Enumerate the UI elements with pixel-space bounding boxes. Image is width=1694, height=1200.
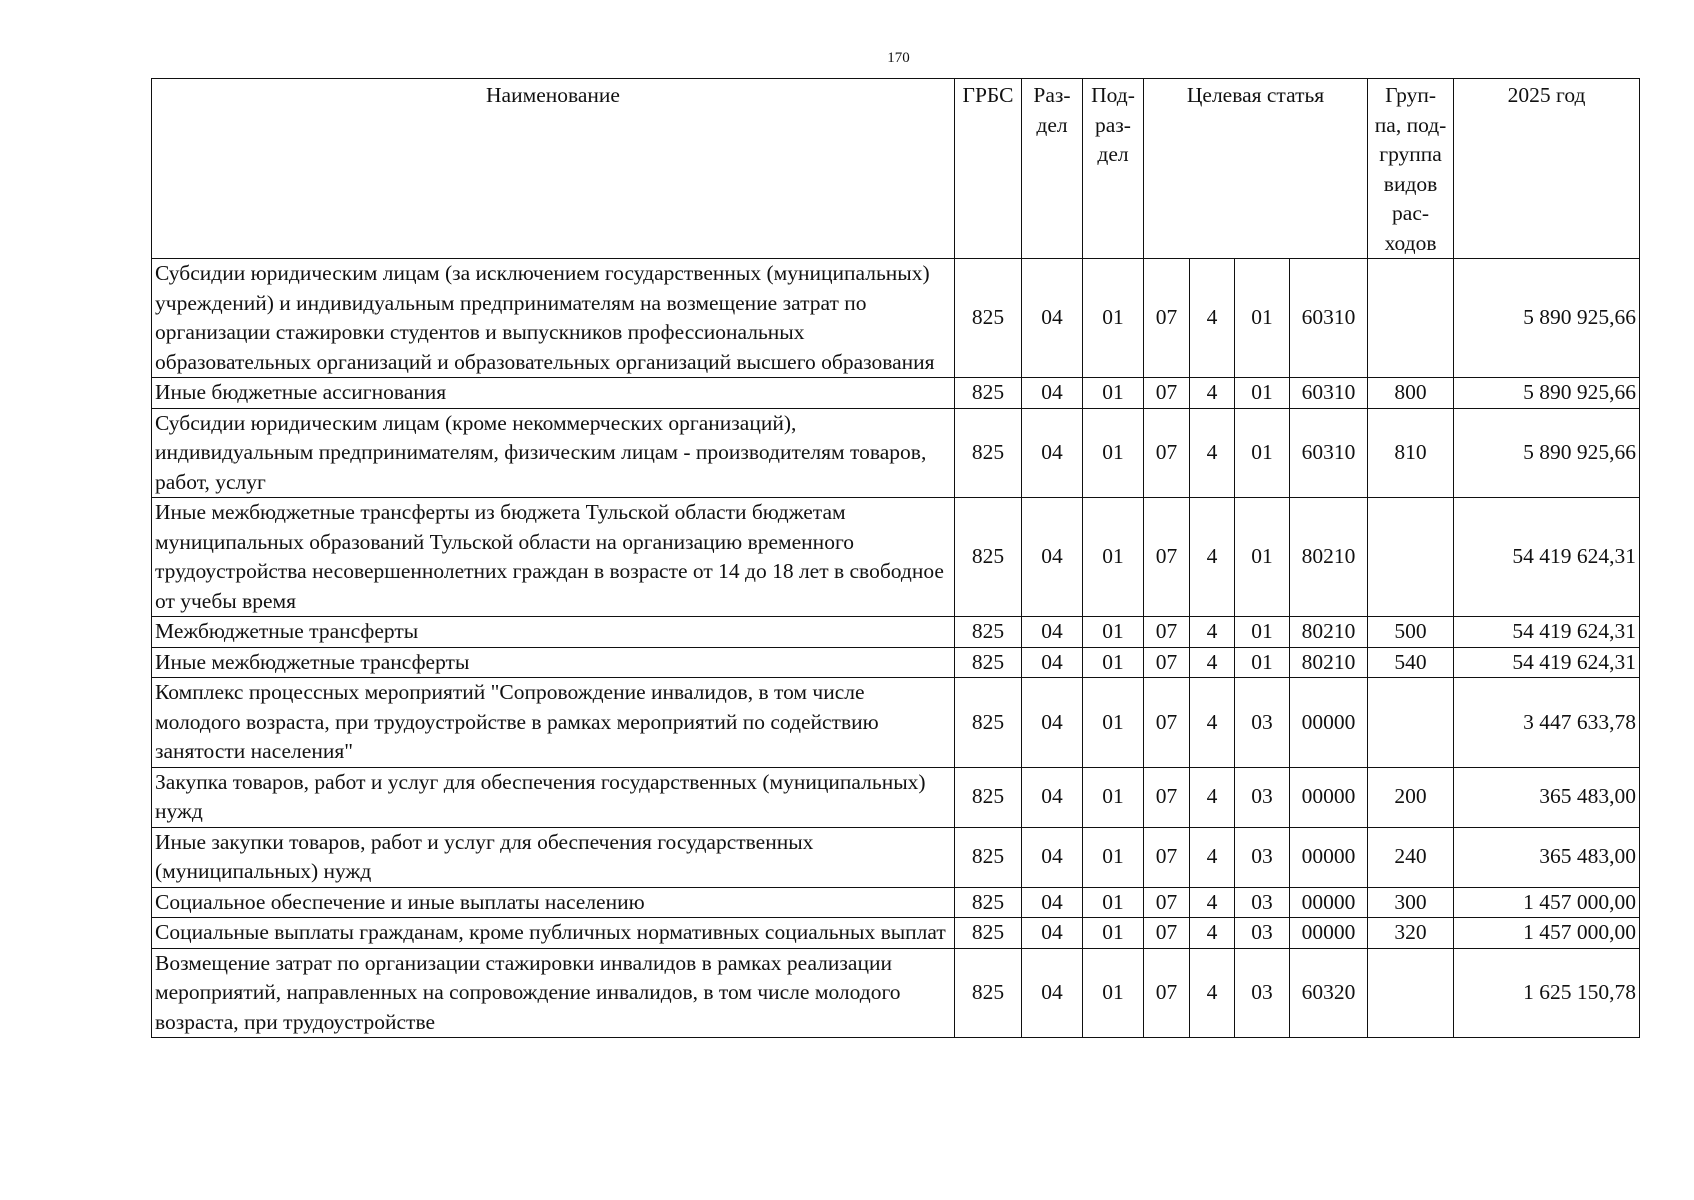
row-podrazdel: 01 xyxy=(1083,887,1144,918)
table-row xyxy=(152,767,1640,827)
row-target-direction: 80210 xyxy=(1290,617,1368,648)
row-grbs: 825 xyxy=(955,678,1022,768)
row-amount-2025: 5 890 925,66 xyxy=(1454,378,1640,409)
row-target-complex: 03 xyxy=(1235,887,1290,918)
row-expense-group: 810 xyxy=(1368,408,1454,498)
row-target-type: 4 xyxy=(1190,918,1235,949)
row-target-complex: 03 xyxy=(1235,948,1290,1038)
table-row xyxy=(152,259,1640,378)
header-target-article: Целевая статья xyxy=(1144,79,1368,259)
row-target-type: 4 xyxy=(1190,378,1235,409)
row-grbs: 825 xyxy=(955,827,1022,887)
row-target-type: 4 xyxy=(1190,948,1235,1038)
row-target-direction: 60310 xyxy=(1290,408,1368,498)
row-target-complex: 01 xyxy=(1235,408,1290,498)
row-name: Межбюджетные трансферты xyxy=(152,617,955,648)
table-header xyxy=(152,79,1640,259)
row-target-program: 07 xyxy=(1144,259,1190,378)
row-razdel: 04 xyxy=(1022,678,1083,768)
row-amount-2025: 1 457 000,00 xyxy=(1454,887,1640,918)
row-expense-group xyxy=(1368,498,1454,617)
row-target-program: 07 xyxy=(1144,767,1190,827)
row-expense-group: 240 xyxy=(1368,827,1454,887)
row-podrazdel: 01 xyxy=(1083,647,1144,678)
row-target-program: 07 xyxy=(1144,647,1190,678)
row-expense-group xyxy=(1368,948,1454,1038)
row-grbs: 825 xyxy=(955,259,1022,378)
header-year-2025: 2025 год xyxy=(1454,79,1640,259)
row-amount-2025: 54 419 624,31 xyxy=(1454,617,1640,648)
row-target-program: 07 xyxy=(1144,408,1190,498)
row-target-complex: 01 xyxy=(1235,498,1290,617)
row-target-complex: 01 xyxy=(1235,378,1290,409)
row-expense-group: 200 xyxy=(1368,767,1454,827)
row-amount-2025: 1 625 150,78 xyxy=(1454,948,1640,1038)
row-podrazdel: 01 xyxy=(1083,918,1144,949)
row-target-complex: 03 xyxy=(1235,918,1290,949)
row-target-type: 4 xyxy=(1190,408,1235,498)
row-amount-2025: 5 890 925,66 xyxy=(1454,408,1640,498)
table-row xyxy=(152,678,1640,768)
row-razdel: 04 xyxy=(1022,827,1083,887)
row-expense-group: 320 xyxy=(1368,918,1454,949)
row-amount-2025: 1 457 000,00 xyxy=(1454,918,1640,949)
row-expense-group xyxy=(1368,259,1454,378)
row-amount-2025: 365 483,00 xyxy=(1454,827,1640,887)
row-grbs: 825 xyxy=(955,647,1022,678)
row-target-program: 07 xyxy=(1144,887,1190,918)
table-row xyxy=(152,617,1640,648)
row-name: Иные бюджетные ассигнования xyxy=(152,378,955,409)
row-amount-2025: 5 890 925,66 xyxy=(1454,259,1640,378)
row-podrazdel: 01 xyxy=(1083,617,1144,648)
row-podrazdel: 01 xyxy=(1083,767,1144,827)
table-row xyxy=(152,378,1640,409)
row-name: Иные закупки товаров, работ и услуг для обеспечения государственных (муниципальных) нужд xyxy=(152,827,955,887)
row-target-direction: 80210 xyxy=(1290,498,1368,617)
budget-table xyxy=(151,78,1640,1038)
row-name: Иные межбюджетные трансферты из бюджета Тульской области бюджетам муниципальных образований Тульской области на организацию временного трудоустройства несовершеннолетних граждан в возрасте от 14 до 18 лет в свободное от учебы время xyxy=(152,498,955,617)
row-name: Комплекс процессных мероприятий "Сопровождение инвалидов, в том числе молодого возраста, при трудоустройстве в рамках мероприятий по содействию занятости населения" xyxy=(152,678,955,768)
page-number: 170 xyxy=(887,50,910,66)
table-row xyxy=(152,827,1640,887)
row-name: Субсидии юридическим лицам (кроме некоммерческих организаций), индивидуальным предпринимателям, физическим лицам - производителям товаров, работ, услуг xyxy=(152,408,955,498)
table-row xyxy=(152,408,1640,498)
table-row xyxy=(152,498,1640,617)
row-target-direction: 00000 xyxy=(1290,918,1368,949)
row-target-program: 07 xyxy=(1144,617,1190,648)
row-podrazdel: 01 xyxy=(1083,259,1144,378)
row-razdel: 04 xyxy=(1022,617,1083,648)
header-name: Наименование xyxy=(152,79,955,259)
row-podrazdel: 01 xyxy=(1083,678,1144,768)
row-name: Социальное обеспечение и иные выплаты населению xyxy=(152,887,955,918)
table-row xyxy=(152,647,1640,678)
row-target-type: 4 xyxy=(1190,827,1235,887)
row-grbs: 825 xyxy=(955,378,1022,409)
row-target-program: 07 xyxy=(1144,378,1190,409)
row-target-direction: 00000 xyxy=(1290,887,1368,918)
row-target-program: 07 xyxy=(1144,498,1190,617)
row-razdel: 04 xyxy=(1022,498,1083,617)
table-body xyxy=(152,259,1640,1038)
row-name: Иные межбюджетные трансферты xyxy=(152,647,955,678)
row-target-program: 07 xyxy=(1144,678,1190,768)
row-target-complex: 01 xyxy=(1235,617,1290,648)
row-target-type: 4 xyxy=(1190,259,1235,378)
row-razdel: 04 xyxy=(1022,378,1083,409)
row-target-type: 4 xyxy=(1190,678,1235,768)
row-amount-2025: 54 419 624,31 xyxy=(1454,498,1640,617)
row-target-direction: 80210 xyxy=(1290,647,1368,678)
row-target-direction: 60310 xyxy=(1290,378,1368,409)
row-grbs: 825 xyxy=(955,918,1022,949)
row-target-type: 4 xyxy=(1190,617,1235,648)
row-grbs: 825 xyxy=(955,408,1022,498)
row-amount-2025: 3 447 633,78 xyxy=(1454,678,1640,768)
row-razdel: 04 xyxy=(1022,887,1083,918)
row-target-direction: 60320 xyxy=(1290,948,1368,1038)
row-grbs: 825 xyxy=(955,887,1022,918)
row-name: Возмещение затрат по организации стажировки инвалидов в рамках реализации мероприятий, направленных на сопровождение инвалидов, в том числе молодого возраста, при трудоустройстве xyxy=(152,948,955,1038)
row-name: Социальные выплаты гражданам, кроме публичных нормативных социальных выплат xyxy=(152,918,955,949)
header-grbs: ГРБС xyxy=(955,79,1022,259)
row-podrazdel: 01 xyxy=(1083,948,1144,1038)
row-target-direction: 00000 xyxy=(1290,767,1368,827)
row-target-complex: 03 xyxy=(1235,678,1290,768)
table-row xyxy=(152,918,1640,949)
row-name: Закупка товаров, работ и услуг для обеспечения государственных (муниципальных) нужд xyxy=(152,767,955,827)
row-target-type: 4 xyxy=(1190,647,1235,678)
row-expense-group: 500 xyxy=(1368,617,1454,648)
row-name: Субсидии юридическим лицам (за исключением государственных (муниципальных) учреждений) и индивидуальным предпринимателям на возмещение затрат по организации стажировки студентов и выпускников профессиональных образовательных организаций и образовательных организаций высшего образования xyxy=(152,259,955,378)
row-target-complex: 01 xyxy=(1235,647,1290,678)
row-target-complex: 03 xyxy=(1235,767,1290,827)
row-target-direction: 00000 xyxy=(1290,827,1368,887)
row-expense-group: 800 xyxy=(1368,378,1454,409)
row-amount-2025: 365 483,00 xyxy=(1454,767,1640,827)
row-target-program: 07 xyxy=(1144,918,1190,949)
row-target-complex: 01 xyxy=(1235,259,1290,378)
row-target-type: 4 xyxy=(1190,498,1235,617)
row-razdel: 04 xyxy=(1022,408,1083,498)
row-expense-group xyxy=(1368,678,1454,768)
row-grbs: 825 xyxy=(955,767,1022,827)
row-razdel: 04 xyxy=(1022,948,1083,1038)
row-razdel: 04 xyxy=(1022,259,1083,378)
row-podrazdel: 01 xyxy=(1083,378,1144,409)
row-podrazdel: 01 xyxy=(1083,498,1144,617)
row-target-program: 07 xyxy=(1144,948,1190,1038)
row-expense-group: 540 xyxy=(1368,647,1454,678)
header-expense-group: Груп- па, под- группа видов рас- ходов xyxy=(1368,79,1454,259)
row-podrazdel: 01 xyxy=(1083,408,1144,498)
row-amount-2025: 54 419 624,31 xyxy=(1454,647,1640,678)
row-grbs: 825 xyxy=(955,948,1022,1038)
row-razdel: 04 xyxy=(1022,647,1083,678)
row-target-type: 4 xyxy=(1190,767,1235,827)
row-expense-group: 300 xyxy=(1368,887,1454,918)
header-razdel: Раз- дел xyxy=(1022,79,1083,259)
row-target-type: 4 xyxy=(1190,887,1235,918)
row-podrazdel: 01 xyxy=(1083,827,1144,887)
table-row xyxy=(152,887,1640,918)
row-target-direction: 60310 xyxy=(1290,259,1368,378)
row-grbs: 825 xyxy=(955,498,1022,617)
row-razdel: 04 xyxy=(1022,767,1083,827)
row-razdel: 04 xyxy=(1022,918,1083,949)
row-target-direction: 00000 xyxy=(1290,678,1368,768)
row-target-program: 07 xyxy=(1144,827,1190,887)
header-podrazdel: Под- раз- дел xyxy=(1083,79,1144,259)
table-row xyxy=(152,948,1640,1038)
row-target-complex: 03 xyxy=(1235,827,1290,887)
row-grbs: 825 xyxy=(955,617,1022,648)
